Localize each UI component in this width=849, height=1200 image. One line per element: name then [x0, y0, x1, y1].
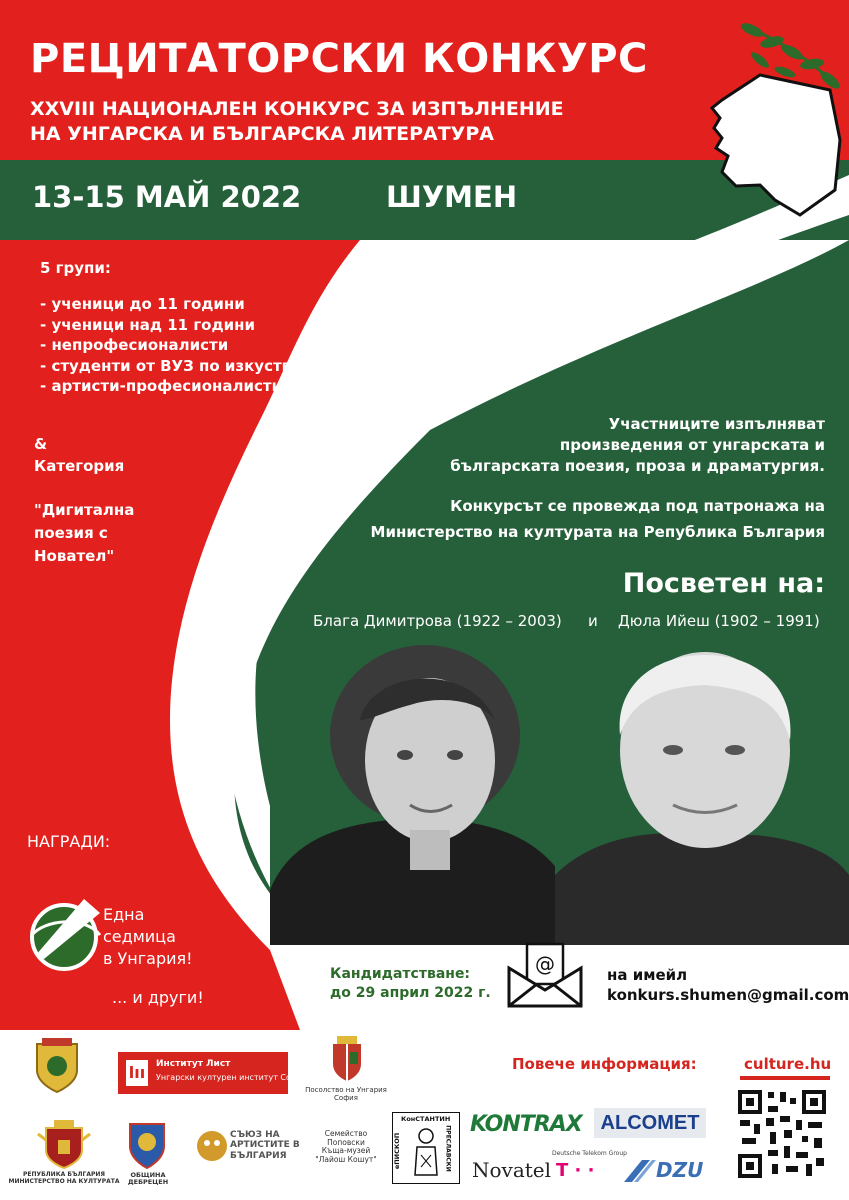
svg-text:@: @ [535, 952, 555, 976]
photo-gyula-illyes [555, 645, 849, 945]
group-item: - ученици над 11 години [40, 316, 255, 334]
qr-code-icon[interactable] [736, 1088, 828, 1180]
union-line: АРТИСТИТЕ В [230, 1140, 300, 1151]
dedication-conjunction: и [588, 612, 598, 630]
hungarian-coat-of-arms-icon [330, 1036, 364, 1082]
preslavski-top: КонСТАНТИН [401, 1115, 451, 1123]
group-item: - непрофесионалисти [40, 336, 229, 354]
category-label: Категория [34, 457, 125, 475]
event-city: ШУМЕН [386, 180, 518, 214]
ministry-label: РЕПУБЛИКА БЪЛГАРИЯ МИНИСТЕРСТВО НА КУЛТУРАТА [8, 1171, 120, 1185]
saint-figure-icon [411, 1127, 441, 1177]
liszt-title: Институт Лист [156, 1059, 231, 1069]
liszt-institute-logo [118, 1052, 308, 1094]
debrecen-coat-of-arms-icon [124, 1118, 170, 1170]
dedicatee-2: Дюла Ийеш (1902 – 1991) [618, 612, 820, 630]
novatel-logo: Novatel [472, 1158, 552, 1182]
prize-line: Една [103, 905, 145, 924]
description-line: произведения от унгарската и [559, 436, 825, 454]
patronage-line: Конкурсът се провежда под патронажа на [450, 497, 825, 515]
debrecen-label: ОБЩИНА ДЕБРЕЦЕН [127, 1171, 169, 1187]
group-item: - студенти от ВУЗ по изкуствата [40, 357, 321, 375]
email-address[interactable]: konkurs.shumen@gmail.com [607, 986, 849, 1004]
museum-line: Семейство [324, 1129, 368, 1138]
telekom-logo: T · · [556, 1160, 595, 1181]
union-artists-logo [230, 1130, 300, 1161]
event-subtitle-line-2: НА УНГАРСКА И БЪЛГАРСКА ЛИТЕРАТУРА [30, 123, 494, 145]
museum-line: Поповски [327, 1137, 365, 1147]
category-name-line: поезия с [34, 524, 108, 542]
more-info-label: Повече информация: [512, 1055, 697, 1073]
union-artists-mask-icon [196, 1128, 228, 1164]
description-line: Участниците изпълняват [608, 415, 825, 433]
website-underline [740, 1076, 830, 1080]
email-label: на имейл [607, 966, 688, 984]
shumen-coat-of-arms-icon [32, 1036, 82, 1094]
union-line: БЪЛГАРИЯ [230, 1150, 287, 1161]
liszt-mark-icon: lıı [126, 1060, 148, 1086]
bulgarian-coat-of-arms-icon [36, 1120, 92, 1170]
museum-line: "Лайош Кошут" [315, 1154, 377, 1164]
application-label: Кандидатстване: [330, 966, 471, 982]
prizes-heading: НАГРАДИ: [27, 832, 111, 851]
liszt-subtitle: Унгарски културен институт София [156, 1073, 308, 1082]
museum-line: Къща-музей [321, 1146, 371, 1156]
dzu-text: DZU [656, 1158, 704, 1182]
prize-line: седмица [103, 927, 176, 946]
airplane-globe-icon [24, 895, 106, 977]
group-item: - ученици до 11 години [40, 295, 245, 313]
union-line: СЪЮЗ НА [230, 1130, 280, 1140]
preslavski-right: ПРЕСЛАВСКИ [444, 1125, 452, 1172]
dedication-heading: Посветен на: [622, 568, 825, 599]
website-link[interactable]: culture.hu [744, 1055, 832, 1073]
dzu-logo [622, 1156, 706, 1184]
alcomet-logo: ALCOMET [594, 1108, 706, 1138]
embassy-label: Посолство на Унгария София [305, 1086, 387, 1103]
event-date: 13-15 МАЙ 2022 [32, 180, 302, 214]
kossuth-museum-logo [306, 1130, 386, 1165]
kontrax-logo: KONTRAX [470, 1112, 582, 1137]
application-deadline: до 29 април 2022 г. [330, 985, 491, 1001]
konstantin-preslavski-logo [392, 1112, 460, 1184]
category-name-line: Новател" [34, 547, 115, 565]
category-name-line: "Дигитална [34, 501, 135, 519]
groups-heading: 5 групи: [40, 259, 111, 277]
telekom-group-label: Deutsche Telekom Group [552, 1150, 627, 1157]
dedicatee-1: Блага Димитрова (1922 – 2003) [313, 612, 562, 630]
photo-blaga-dimitrova [270, 640, 570, 945]
group-item: - артисти-професионалисти [40, 377, 283, 395]
preslavski-left: еПИСКОП [393, 1132, 402, 1170]
category-ampersand: & [34, 435, 48, 453]
prizes-others: ... и други! [112, 988, 204, 1007]
envelope-icon [505, 938, 585, 1010]
prize-line: в Унгария! [103, 949, 193, 968]
event-subtitle-line-1: XXVIII НАЦИОНАЛЕН КОНКУРС ЗА ИЗПЪЛНЕНИЕ [30, 98, 564, 120]
event-title: РЕЦИТАТОРСКИ КОНКУРС [30, 36, 648, 82]
description-line: българската поезия, проза и драматургия. [450, 457, 825, 475]
patronage-line: Министерство на културата на Република България [370, 523, 825, 541]
